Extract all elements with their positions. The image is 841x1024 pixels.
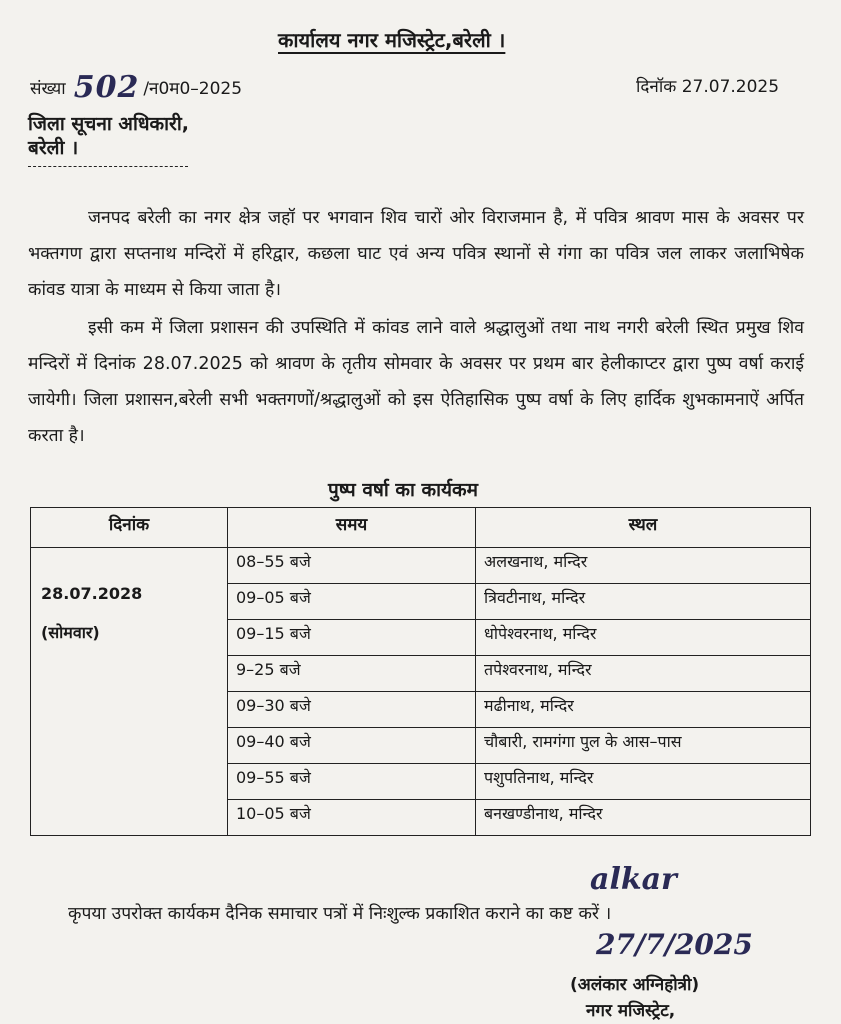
reference-suffix: /न0म0–2025 — [143, 79, 243, 99]
time-cell: 09–55 बजे — [228, 764, 476, 800]
time-cell: 09–40 बजे — [228, 728, 476, 764]
header-date: दिनांक — [31, 508, 228, 548]
table-header-row — [31, 508, 811, 548]
time-cell: 09–30 बजे — [228, 692, 476, 728]
letter-date: दिनॉक 27.07.2025 — [636, 77, 780, 97]
place-cell: धोपेश्वरनाथ, मन्दिर — [476, 620, 811, 656]
divider-rule — [28, 166, 188, 167]
place-cell: पशुपतिनाथ, मन्दिर — [476, 764, 811, 800]
program-title: पुष्प वर्षा का कार्यकम — [328, 479, 479, 501]
closing-request: कृपया उपरोक्त कार्यकम दैनिक समाचार पत्रों में निःशुल्क प्रकाशित कराने का कष्ट करें । — [68, 904, 612, 924]
header-place: स्थल — [476, 508, 811, 548]
time-cell: 08–55 बजे — [228, 548, 476, 584]
handwritten-signature: alkar — [590, 862, 677, 897]
place-cell: मढीनाथ, मन्दिर — [476, 692, 811, 728]
time-cell: 9–25 बजे — [228, 656, 476, 692]
recipient-line-2: बरेली । — [28, 137, 79, 159]
handwritten-sign-date: 27/7/2025 — [596, 928, 753, 961]
header-time: समय — [228, 508, 476, 548]
reference-number — [30, 70, 242, 105]
signer-name: (अलंकार अग्निहोत्री) — [570, 975, 700, 995]
recipient-line-1: जिला सूचना अधिकारी, — [28, 113, 189, 135]
time-cell: 10–05 बजे — [228, 800, 476, 836]
body-paragraph-1: जनपद बरेली का नगर क्षेत्र जहॉ पर भगवान शिव चारों ओर विराजमान है, में पवित्र श्रावण मास के अवसर पर भक्तगण द्वारा सप्तनाथ मन्दिरों में हरिद्वार, कछला घाट एवं अन्य पवित्र स्थानों से गंगा का पवित्र जल लाकर जलाभिषेक कांवड यात्रा के माध्यम से किया जाता है। — [28, 208, 804, 300]
table-row — [31, 548, 811, 584]
handwritten-reference: 502 — [73, 70, 140, 105]
place-cell: तपेश्वरनाथ, मन्दिर — [476, 656, 811, 692]
time-cell: 09–15 बजे — [228, 620, 476, 656]
signer-designation: नगर मजिस्ट्रेट, — [586, 1001, 676, 1021]
body-paragraph-2: इसी कम में जिला प्रशासन की उपस्थिति में कांवड लाने वाले श्रद्धालुओं तथा नाथ नगरी बरेली स्थित प्रमुख शिव मन्दिरों में दिनांक 28.07.2025 को श्रावण के तृतीय सोमवार के अवसर पर प्रथम बार हेलीकाप्टर द्वारा पुष्प वर्षा कराई जायेगी। जिला प्रशासन,बरेली सभी भक्तगणों/श्रद्धालुओं को इस ऐतिहासिक पुष्प वर्षा के लिए हार्दिक शुभकामनाऐं अर्पित करता है। — [28, 318, 804, 446]
reference-label: संख्या — [30, 79, 66, 99]
time-cell: 09–05 बजे — [228, 584, 476, 620]
place-cell: त्रिवटीनाथ, मन्दिर — [476, 584, 811, 620]
schedule-table — [30, 507, 811, 836]
office-heading: कार्यालय नगर मजिस्ट्रेट,बरेली । — [278, 28, 506, 52]
date-cell — [31, 548, 228, 836]
program-weekday: (सोमवार) — [41, 623, 100, 642]
place-cell: अलखनाथ, मन्दिर — [476, 548, 811, 584]
place-cell: चौबारी, रामगंगा पुल के आस–पास — [476, 728, 811, 764]
program-date: 28.07.2028 — [41, 584, 143, 603]
place-cell: बनखण्डीनाथ, मन्दिर — [476, 800, 811, 836]
